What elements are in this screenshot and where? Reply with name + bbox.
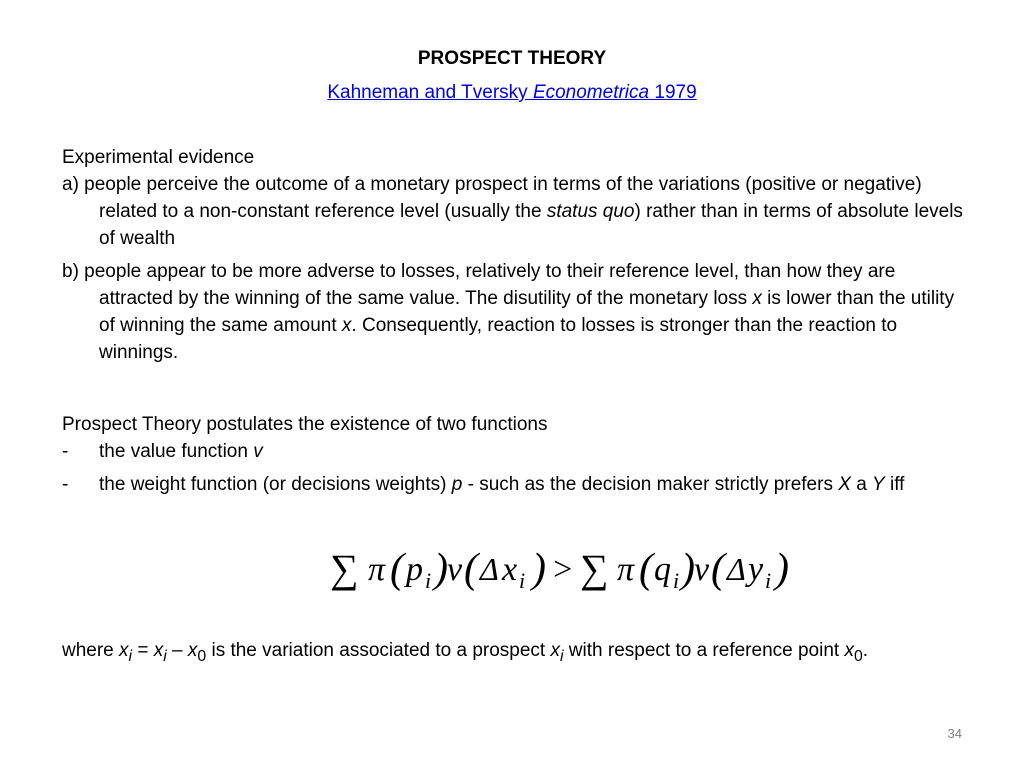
- point-a-text-2: ) rather than in terms of absolute levels of wealth: [99, 201, 963, 249]
- section-heading-experimental: Experimental evidence: [62, 147, 255, 168]
- bullet-value-text: the value function: [99, 441, 254, 462]
- where-minus: –: [166, 640, 188, 661]
- formula-rparen-2: ): [532, 546, 546, 592]
- formula-sub-i-1: i: [425, 568, 432, 593]
- point-b-var-x1: x: [752, 288, 762, 309]
- point-b-text-1: b) people appear to be more adverse to losses, relatively to their reference level, than how they are attracted by the winning of the same value. The disutility of the monetary loss: [62, 261, 896, 309]
- point-a-italic: status quo: [546, 201, 635, 222]
- citation: [0, 80, 1024, 106]
- formula-rparen-3: ): [681, 546, 695, 592]
- where-var-x: x: [153, 640, 164, 661]
- where-var-x: x: [119, 640, 129, 661]
- where-end: .: [862, 640, 869, 661]
- formula-sub-i-3: i: [673, 568, 680, 593]
- bullet-weight-text-1: the weight function (or decisions weights): [99, 474, 452, 495]
- formula-pi-1: π: [368, 551, 386, 588]
- formula-y: y: [748, 551, 764, 588]
- bullet-weight-var-X: X: [838, 474, 851, 495]
- prospect-theory-section: [62, 411, 972, 498]
- formula-lparen-2: (: [464, 546, 478, 592]
- where-sub-i: i: [560, 647, 564, 665]
- formula-rparen-1: ): [434, 546, 448, 592]
- formula-greater-than: >: [551, 551, 574, 588]
- bullet-weight-function: [62, 471, 972, 498]
- bullet-weight-text-2: - such as the decision maker strictly prefers: [462, 474, 839, 495]
- point-b: [62, 258, 972, 366]
- experimental-evidence-section: [62, 144, 972, 366]
- formula-sub-i-4: i: [765, 568, 772, 593]
- where-var-x: x: [844, 640, 854, 661]
- where-eq: =: [132, 640, 154, 661]
- point-b-text-2: is lower than the utility of winning the same amount: [99, 288, 955, 336]
- bullet-weight-var-Y: Y: [872, 474, 885, 495]
- page-number: 34: [947, 726, 962, 741]
- point-a-text-1: a) people perceive the outcome of a monetary prospect in terms of the variations (positive or negative) related to a non-constant reference level (usually the: [62, 174, 922, 222]
- citation-journal: Econometrica: [532, 82, 650, 103]
- citation-authors: Kahneman and Tversky: [327, 82, 533, 103]
- where-text-3: with respect to a reference point: [563, 640, 845, 661]
- where-var-x: x: [550, 640, 560, 661]
- formula-lparen-3: (: [639, 546, 653, 592]
- citation-link[interactable]: [327, 82, 696, 103]
- point-b-text-3: . Consequently, reaction to losses is stronger than the reaction to winnings.: [99, 315, 898, 363]
- prospect-theory-formula: [330, 538, 790, 604]
- section-heading-functions: Prospect Theory postulates the existence of two functions: [62, 414, 548, 435]
- point-b-var-x2: x: [341, 315, 352, 336]
- where-sub-zero: 0: [853, 647, 863, 665]
- bullet-dash: -: [62, 474, 69, 495]
- formula-v-1: v: [447, 551, 463, 588]
- formula-rparen-4: ): [775, 546, 789, 592]
- formula-q: q: [654, 551, 671, 588]
- formula-sum-1: ∑: [330, 546, 359, 591]
- formula-delta-2: Δ: [727, 551, 746, 587]
- formula-sub-i-2: i: [519, 568, 526, 593]
- bullet-weight-text-4: iff: [884, 474, 905, 495]
- bullet-value-function: [62, 438, 972, 465]
- where-section: [62, 637, 972, 670]
- where-sub-i: i: [128, 647, 133, 665]
- formula-lparen-4: (: [711, 546, 725, 592]
- bullet-weight-text-3: a: [850, 474, 873, 495]
- formula-v-2: v: [694, 551, 710, 588]
- citation-year: 1979: [649, 82, 697, 103]
- where-var-x: x: [187, 640, 198, 661]
- slide-title: PROSPECT THEORY: [417, 48, 607, 69]
- formula-p: p: [406, 551, 423, 588]
- where-text-2: is the variation associated to a prospect: [206, 640, 551, 661]
- where-sub-zero: 0: [197, 647, 207, 665]
- formula-pi-2: π: [617, 551, 635, 588]
- formula-lparen-1: (: [390, 546, 404, 592]
- formula-delta-1: Δ: [480, 551, 499, 587]
- bullet-dash: -: [62, 441, 69, 462]
- where-text-1: where: [62, 640, 120, 661]
- where-definition: [62, 637, 972, 670]
- where-sub-i: i: [163, 647, 167, 665]
- bullet-weight-var-p: p: [451, 474, 463, 495]
- formula-sum-2: ∑: [580, 546, 609, 591]
- bullet-value-var: v: [253, 441, 263, 462]
- formula-x: x: [502, 551, 518, 588]
- point-a: [62, 171, 972, 252]
